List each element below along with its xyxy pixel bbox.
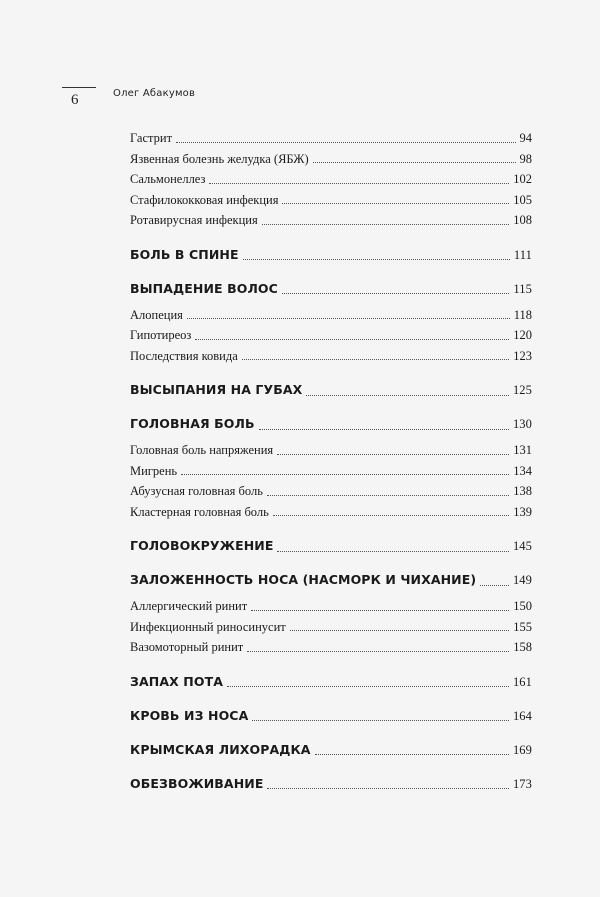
- toc-entry-page: 111: [513, 247, 532, 262]
- toc-subentry: [130, 440, 532, 461]
- toc-entry-page: 108: [513, 213, 532, 227]
- toc-subentry: [130, 461, 532, 482]
- dot-leader: [252, 720, 509, 721]
- dot-leader: [195, 339, 509, 340]
- toc-subentry: [130, 346, 532, 367]
- toc-section-entry: [130, 672, 532, 692]
- dot-leader: [251, 610, 509, 611]
- dot-leader: [277, 454, 509, 455]
- toc-entry-page: 158: [513, 640, 532, 654]
- toc-entry-page: 125: [512, 383, 532, 397]
- toc-entry-page: 134: [513, 463, 532, 478]
- toc-section-entry: [130, 774, 532, 794]
- toc-entry-title: Кластерная головная боль: [130, 504, 269, 519]
- toc-entry-page: 123: [513, 348, 532, 363]
- toc-subentry: [130, 596, 532, 617]
- toc-entry-page: 173: [512, 776, 532, 791]
- toc-entry-page: 94: [519, 131, 532, 145]
- toc-subentry: [130, 190, 532, 211]
- toc-entry-page: 155: [513, 619, 532, 634]
- toc-entry-page: 139: [513, 504, 532, 519]
- dot-leader: [313, 162, 516, 163]
- toc-entry-page: 105: [513, 192, 532, 207]
- toc-entry-title: ГОЛОВНАЯ БОЛЬ: [130, 416, 255, 431]
- toc-entry-page: 98: [519, 151, 532, 166]
- dot-leader: [227, 686, 509, 687]
- toc-entry-page: 164: [512, 708, 532, 723]
- dot-leader: [187, 318, 510, 319]
- toc-subentry: [130, 617, 532, 638]
- toc-entry-title: Инфекционный риносинусит: [130, 619, 286, 634]
- toc-entry-title: Гипотиреоз: [130, 328, 192, 342]
- toc-entry-title: КРЫМСКАЯ ЛИХОРАДКА: [130, 741, 311, 757]
- toc-entry-title: Стафилококковая инфекция: [130, 192, 279, 207]
- dot-leader: [181, 474, 509, 475]
- toc-entry-page: 138: [513, 484, 532, 498]
- toc-entry-title: Гастрит: [130, 131, 173, 145]
- toc-section-entry: [130, 414, 532, 434]
- toc-subentry: [130, 502, 532, 523]
- toc-subentry: [130, 149, 532, 170]
- toc-entry-page: 120: [513, 328, 532, 342]
- toc-entry-page: 102: [513, 172, 532, 186]
- dot-leader: [262, 224, 510, 225]
- toc-entry-title: Мигрень: [130, 463, 178, 478]
- dot-leader: [267, 788, 508, 789]
- toc-entry-title: Алопеция: [130, 307, 183, 322]
- dot-leader: [306, 395, 509, 396]
- toc-entry-page: 169: [512, 742, 532, 757]
- dot-leader: [242, 359, 509, 360]
- toc-entry-page: 131: [513, 443, 532, 457]
- toc-entry-title: БОЛЬ В СПИНЕ: [130, 246, 239, 262]
- toc-entry-title: ОБЕЗВОЖИВАНИЕ: [130, 775, 264, 791]
- toc-section-entry: [130, 279, 532, 299]
- toc-entry-title: ВЫПАДЕНИЕ ВОЛОС: [130, 280, 278, 296]
- toc-subentry: [130, 305, 532, 326]
- toc-entry-page: 130: [512, 417, 532, 431]
- toc-entry-page: 145: [512, 539, 532, 553]
- toc-entry-title: Последствия ковида: [130, 348, 238, 363]
- running-head-author: Олег Абакумов: [113, 88, 196, 99]
- toc-subentry: [130, 637, 532, 658]
- toc-subentry: [130, 128, 532, 149]
- toc-entry-title: Абузусная головная боль: [130, 484, 263, 498]
- toc-entry-title: КРОВЬ ИЗ НОСА: [130, 707, 249, 723]
- toc-section-entry: [130, 245, 532, 265]
- dot-leader: [259, 429, 509, 430]
- dot-leader: [267, 495, 509, 496]
- toc-entry-page: 150: [513, 599, 532, 613]
- dot-leader: [209, 183, 509, 184]
- dot-leader: [290, 630, 510, 631]
- table-of-contents: [130, 128, 532, 794]
- dot-leader: [480, 585, 509, 586]
- dot-leader: [277, 551, 508, 552]
- toc-section-entry: [130, 380, 532, 400]
- header-rule: [62, 87, 96, 88]
- dot-leader: [315, 754, 509, 755]
- toc-section-entry: [130, 740, 532, 760]
- page-number: 6: [71, 92, 79, 108]
- toc-entry-page: 115: [513, 281, 532, 296]
- toc-entry-page: 149: [512, 573, 532, 587]
- toc-entry-title: Сальмонеллез: [130, 172, 206, 186]
- toc-subentry: [130, 481, 532, 502]
- toc-entry-title: Ротавирусная инфекция: [130, 213, 258, 227]
- toc-section-entry: [130, 570, 532, 590]
- toc-entry-title: Аллергический ринит: [130, 599, 248, 613]
- dot-leader: [247, 651, 509, 652]
- toc-section-entry: [130, 536, 532, 556]
- toc-entry-page: 161: [512, 674, 532, 689]
- toc-entry-title: Вазомоторный ринит: [130, 640, 244, 654]
- dot-leader: [273, 515, 509, 516]
- toc-entry-title: ЗАЛОЖЕННОСТЬ НОСА (НАСМОРК И ЧИХАНИЕ): [130, 572, 477, 587]
- toc-entry-title: Язвенная болезнь желудка (ЯБЖ): [130, 151, 309, 166]
- dot-leader: [176, 142, 515, 143]
- toc-subentry: [130, 210, 532, 231]
- toc-section-entry: [130, 706, 532, 726]
- toc-entry-title: Головная боль напряжения: [130, 443, 274, 457]
- toc-entry-title: ВЫСЫПАНИЯ НА ГУБАХ: [130, 382, 303, 397]
- toc-subentry: [130, 169, 532, 190]
- dot-leader: [282, 293, 509, 294]
- toc-subentry: [130, 325, 532, 346]
- toc-entry-title: ЗАПАХ ПОТА: [130, 673, 223, 689]
- dot-leader: [243, 259, 510, 260]
- dot-leader: [282, 203, 509, 204]
- toc-entry-page: 118: [513, 307, 532, 322]
- toc-entry-title: ГОЛОВОКРУЖЕНИЕ: [130, 538, 274, 553]
